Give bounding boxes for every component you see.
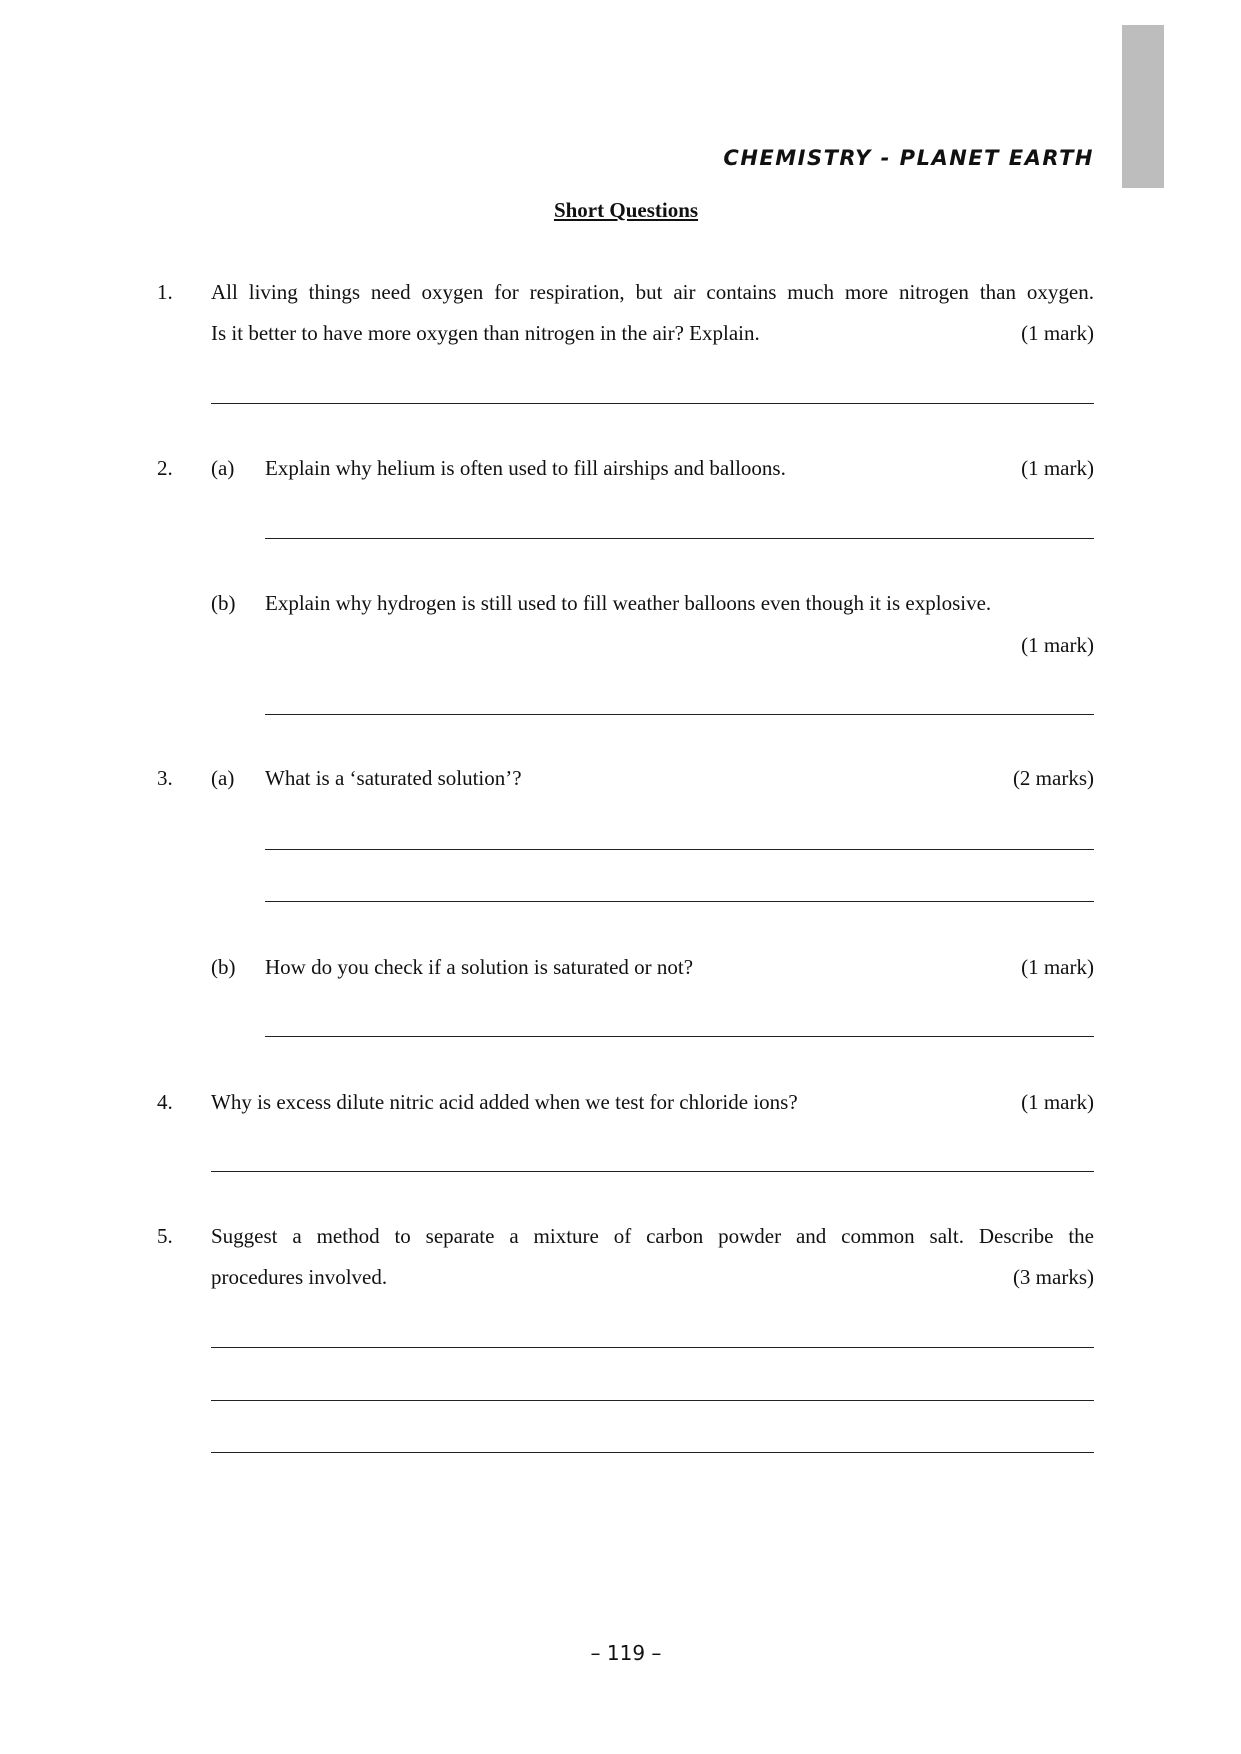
- question-text: Is it better to have more oxygen than nitrogen in the air? Explain.: [211, 321, 760, 345]
- question-text: Explain why helium is often used to fill airships and balloons.: [265, 456, 786, 480]
- question-number: 1.: [157, 280, 173, 304]
- marks-label: (1 mark): [1021, 456, 1094, 480]
- subquestion-label: (b): [211, 591, 236, 615]
- page-number: – 119 –: [590, 1641, 662, 1665]
- marks-label: (1 mark): [1021, 955, 1094, 979]
- subquestion-label: (b): [211, 955, 236, 979]
- subquestion-label: (a): [211, 456, 235, 480]
- answer-line[interactable]: [211, 1400, 1094, 1401]
- question-number: 5.: [157, 1224, 173, 1248]
- question-text: Explain why hydrogen is still used to fill weather balloons even though it is explosive.: [265, 591, 992, 615]
- answer-line[interactable]: [265, 1036, 1094, 1037]
- marks-label: (2 marks): [1012, 766, 1094, 790]
- question-text: Suggest a method to separate a mixture of carbon powder and common salt. Describe the: [211, 1224, 1094, 1248]
- chapter-header: CHEMISTRY - PLANET EARTH: [723, 146, 1094, 170]
- answer-line[interactable]: [265, 538, 1094, 539]
- answer-line[interactable]: [265, 901, 1094, 902]
- question-number: 3.: [157, 766, 173, 790]
- question-text: How do you check if a solution is saturated or not?: [265, 955, 694, 979]
- answer-line[interactable]: [265, 849, 1094, 850]
- question-number: 2.: [157, 456, 173, 480]
- question-text: What is a ‘saturated solution’?: [265, 766, 522, 790]
- marks-label: (1 mark): [1021, 321, 1094, 345]
- marks-label: (3 marks): [1012, 1265, 1094, 1289]
- question-text: Why is excess dilute nitric acid added when we test for chloride ions?: [211, 1090, 798, 1114]
- subquestion-label: (a): [211, 766, 235, 790]
- marks-label: (1 mark): [1021, 1090, 1094, 1114]
- section-title: Short Questions: [553, 198, 699, 222]
- answer-line[interactable]: [211, 1171, 1094, 1172]
- answer-line[interactable]: [211, 1347, 1094, 1348]
- question-text: procedures involved.: [211, 1265, 388, 1289]
- answer-line[interactable]: [211, 1452, 1094, 1453]
- answer-line[interactable]: [211, 403, 1094, 404]
- section-tab-marker: [1122, 25, 1164, 188]
- answer-line[interactable]: [265, 714, 1094, 715]
- marks-label: (1 mark): [1021, 633, 1094, 657]
- question-number: 4.: [157, 1090, 173, 1114]
- question-text: All living things need oxygen for respiration, but air contains much more nitrogen than oxygen.: [211, 280, 1094, 304]
